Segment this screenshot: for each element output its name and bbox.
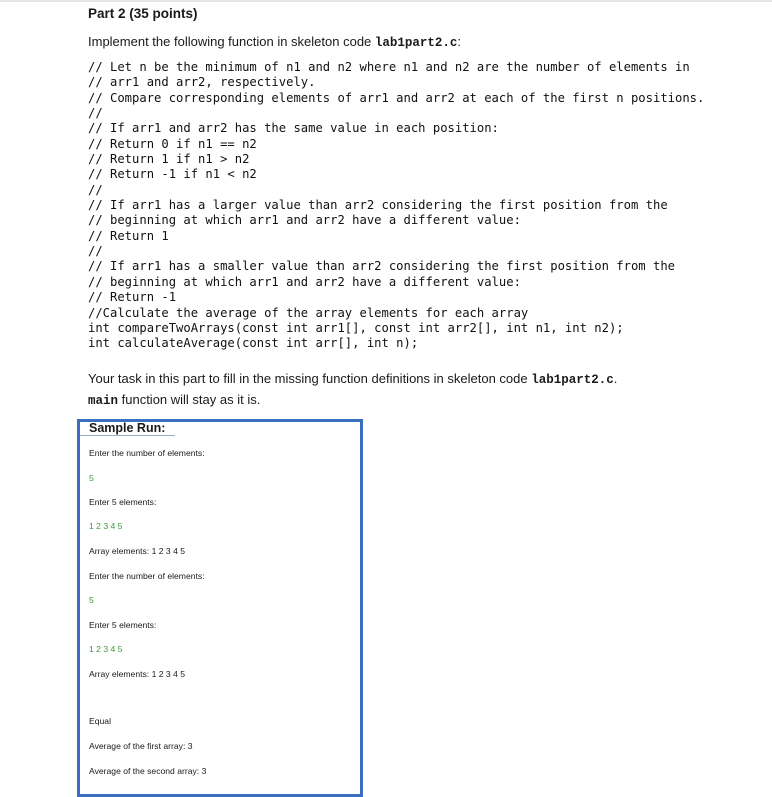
sample-output-line: Array elements: 1 2 3 4 5: [89, 546, 186, 556]
code-line: // beginning at which arr1 and arr2 have a different value:: [88, 213, 521, 228]
code-line: //: [88, 182, 103, 197]
code-line: // If arr1 has a smaller value than arr2 considering the first position from the: [88, 259, 675, 274]
section-heading: Part 2 (35 points): [88, 6, 198, 21]
code-line: // Return 1 if n1 > n2: [88, 152, 250, 167]
sample-output-line: Enter the number of elements:: [89, 448, 205, 458]
code-line: int compareTwoArrays(const int arr1[], const int arr2[], int n1, int n2);: [88, 320, 624, 335]
code-line: //Calculate the average of the array elements for each array: [88, 305, 529, 320]
task-main-suffix: function will stay as it is.: [118, 392, 261, 407]
code-block: [88, 60, 704, 352]
sample-input-line: 5: [89, 473, 94, 483]
intro-suffix: :: [457, 34, 462, 49]
sample-output-line: Enter the number of elements:: [89, 571, 205, 581]
sample-output-line: Average of the first array: 3: [89, 741, 193, 751]
code-line: //: [88, 244, 103, 259]
code-line: // Return -1: [88, 290, 177, 305]
code-line: // Let n be the minimum of n1 and n2 where n1 and n2 are the number of elements in: [88, 60, 690, 74]
code-line: // Return 1: [88, 228, 169, 243]
sample-output-line: Array elements: 1 2 3 4 5: [89, 669, 186, 679]
code-line: // Return 0 if n1 == n2: [88, 136, 257, 151]
sample-output-line: Average of the second array: 3: [89, 766, 207, 776]
code-line: // Compare corresponding elements of arr1 and arr2 at each of the first n positions.: [88, 90, 705, 105]
task-filename: lab1part2.c: [531, 373, 614, 387]
task-paragraph: [88, 369, 728, 411]
sample-output-line: Equal: [89, 716, 111, 726]
code-line: // If arr1 and arr2 has the same value in each position:: [88, 121, 499, 136]
intro-paragraph: [88, 34, 461, 50]
code-line: // If arr1 has a larger value than arr2 considering the first position from the: [88, 198, 668, 213]
sample-input-line: 1 2 3 4 5: [89, 644, 123, 654]
code-line: // arr1 and arr2, respectively.: [88, 75, 316, 90]
sample-run-title: Sample Run:: [89, 421, 166, 435]
code-line: // Return -1 if n1 < n2: [88, 167, 257, 182]
code-line: //: [88, 106, 103, 121]
sample-output-line: Enter 5 elements:: [89, 620, 157, 630]
task-prefix: Your task in this part to fill in the missing function definitions in skeleton code: [88, 371, 532, 386]
intro-filename: lab1part2.c: [374, 36, 458, 50]
task-suffix: .: [613, 371, 618, 386]
code-line: // beginning at which arr1 and arr2 have a different value:: [88, 274, 521, 289]
task-main-word: main: [88, 394, 119, 408]
sample-input-line: 5: [89, 595, 94, 605]
code-line: int calculateAverage(const int arr[], int n);: [88, 336, 419, 351]
intro-prefix: Implement the following function in skeleton code: [88, 34, 375, 49]
top-divider: [0, 0, 772, 2]
sample-input-line: 1 2 3 4 5: [89, 521, 123, 531]
sample-output-line: Enter 5 elements:: [89, 497, 157, 507]
